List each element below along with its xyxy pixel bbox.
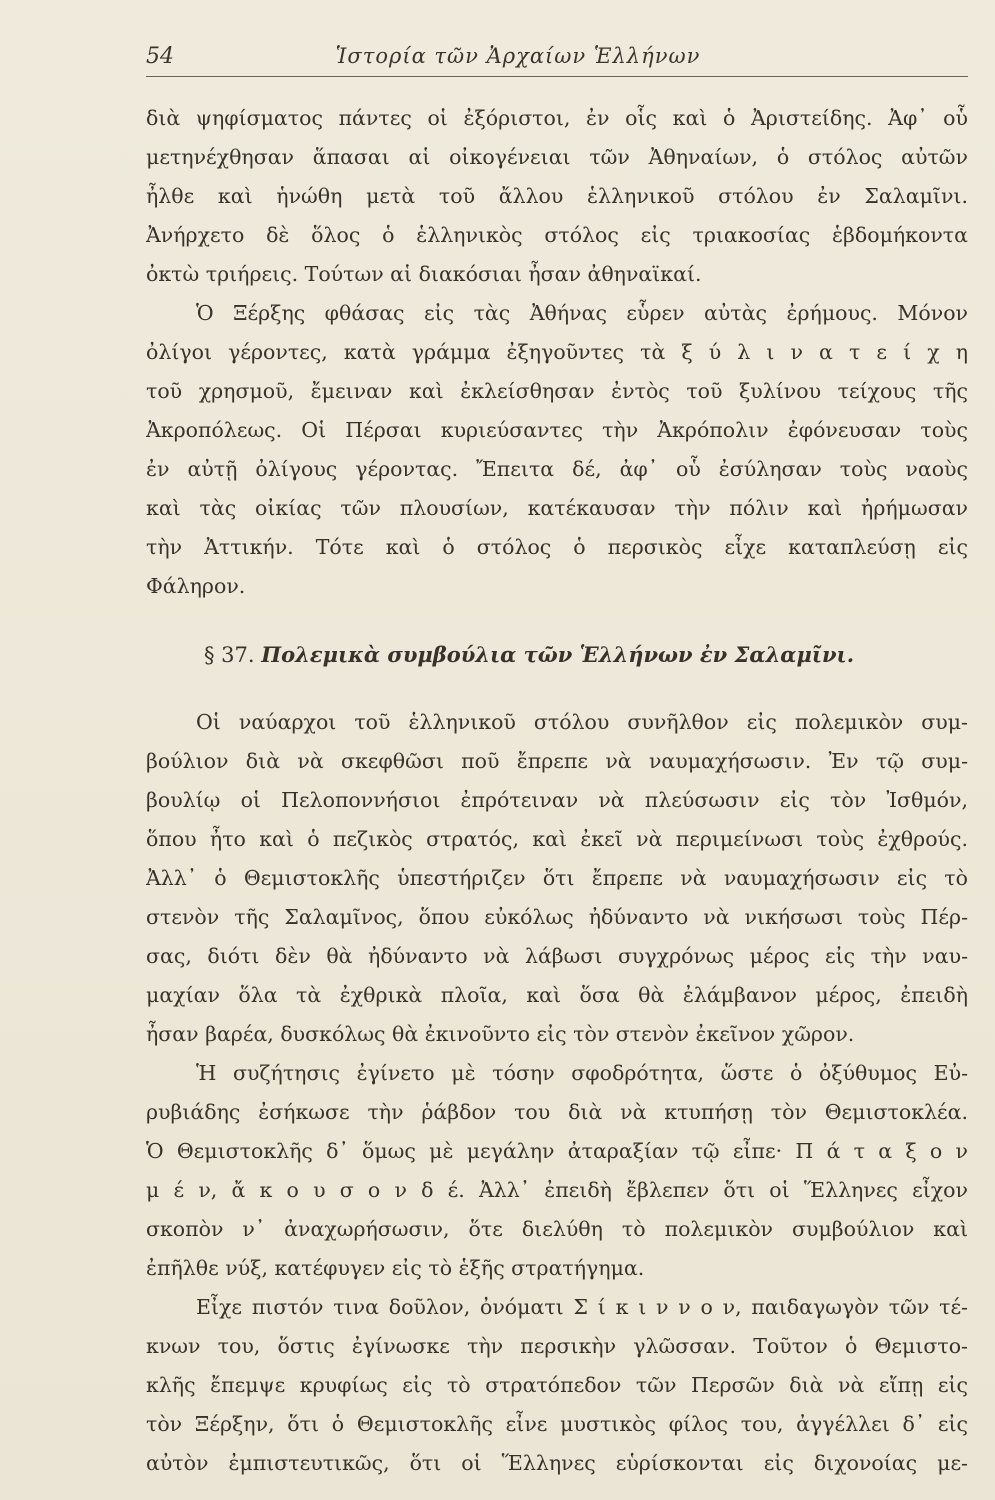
text-line: Ἀλλ᾿ ὁ Θεμιστοκλῆς ὑπεστήριζεν ὅτι ἔπρεπε νὰ ναυμαχήσωσιν εἰς τὸ <box>146 866 968 890</box>
text-line: ρυβιάδης ἐσήκωσε τὴν ῥάβδον του διὰ νὰ κτυπήσῃ τὸν Θεμιστοκλέα. <box>146 1100 968 1124</box>
text-line: διὰ ψηφίσματος πάντες οἱ ἐξόριστοι, ἐν οἷς καὶ ὁ Ἀριστείδης. Ἀφ᾿ οὗ <box>146 106 968 130</box>
section-number: § 37. <box>204 643 255 667</box>
text-line: Φάληρον. <box>146 574 246 598</box>
header-rule <box>146 76 968 77</box>
text-line: Ἡ συζήτησις ἐγίνετο μὲ τόσην σφοδρότητα, ὥστε ὁ ὀξύθυμος Εὐ- <box>196 1061 968 1085</box>
section-title: Πολεμικὰ συμβούλια τῶν Ἑλλήνων ἐν Σαλαμῖνι. <box>261 642 855 667</box>
text-line: μαχίαν ὅλα τὰ ἐχθρικὰ πλοῖα, καὶ ὅσα θὰ ἐλάμβανον μέρος, ἐπειδὴ <box>146 983 968 1007</box>
paragraph-1 <box>146 99 968 294</box>
text-line: τὴν Ἀττικήν. Τότε καὶ ὁ στόλος ὁ περσικὸς εἶχε καταπλεύσῃ εἰς <box>146 535 968 559</box>
text-line: μετηνέχθησαν ἅπασαι αἱ οἰκογένειαι τῶν Ἀθηναίων, ὁ στόλος αὐτῶν <box>146 145 968 169</box>
text-line: σκοπὸν ν᾿ ἀναχωρήσωσιν, ὅτε διελύθη τὸ πολεμικὸν συμβούλιον καὶ <box>146 1217 968 1241</box>
paragraph-4 <box>146 1054 968 1288</box>
text-line: βούλιον διὰ νὰ σκεφθῶσι ποῦ ἔπρεπε νὰ ναυμαχήσωσιν. Ἐν τῷ συμ- <box>146 749 968 773</box>
section-spacer <box>146 606 968 635</box>
text-line: Οἱ ναύαρχοι τοῦ ἑλληνικοῦ στόλου συνῆλθον εἰς πολεμικὸν συμ- <box>196 710 968 734</box>
text-line: κλῆς ἔπεμψε κρυφίως εἰς τὸ στρατόπεδον τῶν Περσῶν διὰ νὰ εἴπῃ εἰς <box>146 1373 968 1397</box>
text-line: στενὸν τῆς Σαλαμῖνος, ὅπου εὐκόλως ἠδύναντο νὰ νικήσωσι τοὺς Πέρ- <box>146 905 968 929</box>
text-line: τοῦ χρησμοῦ, ἔμειναν καὶ ἐκλείσθησαν ἐντὸς τοῦ ξυλίνου τείχους τῆς <box>146 379 968 403</box>
page-header <box>0 44 995 80</box>
text-line: τὸν Ξέρξην, ὅτι ὁ Θεμιστοκλῆς εἶνε μυστικὸς φίλος του, ἀγγέλλει δ᾿ εἰς <box>146 1412 968 1436</box>
section-spacer <box>146 674 968 703</box>
text-line: αὐτὸν ἐμπιστευτικῶς, ὅτι οἱ Ἕλληνες εὑρίσκονται εἰς διχονοίας με- <box>146 1451 968 1475</box>
paragraph-3 <box>146 703 968 1054</box>
text-line: σας, διότι δὲν θὰ ἠδύναντο νὰ λάβωσι συγχρόνως μέρος εἰς τὴν ναυ- <box>146 944 968 968</box>
text-line: καὶ τὰς οἰκίας τῶν πλουσίων, κατέκαυσαν τὴν πόλιν καὶ ἠρήμωσαν <box>146 496 968 520</box>
text-line: μ έ ν, ἄ κ ο υ σ ο ν δ έ. Ἀλλ᾿ ἐπειδὴ ἔβλεπεν ὅτι οἱ Ἕλληνες εἶχον <box>146 1178 968 1202</box>
text-line: Ἀκροπόλεως. Οἱ Πέρσαι κυριεύσαντες τὴν Ἀκρόπολιν ἐφόνευσαν τοὺς <box>146 418 968 442</box>
text-line: ἦλθε καὶ ἡνώθη μετὰ τοῦ ἄλλου ἑλληνικοῦ στόλου ἐν Σαλαμῖνι. <box>146 184 968 208</box>
section-heading <box>146 635 968 674</box>
paragraph-2 <box>146 294 968 606</box>
page-number: 54 <box>146 44 174 69</box>
paragraph-5 <box>146 1288 968 1483</box>
text-line: Ἀνήρχετο δὲ ὅλος ὁ ἑλληνικὸς στόλος εἰς τριακοσίας ἑβδομήκοντα <box>146 223 968 247</box>
text-line: βουλίῳ οἱ Πελοποννήσιοι ἐπρότειναν νὰ πλεύσωσιν εἰς τὸν Ἰσθμόν, <box>146 788 968 812</box>
text-line: Εἶχε πιστόν τινα δοῦλον, ὀνόματι Σ ί κ ι ν ν ο ν, παιδαγωγὸν τῶν τέ- <box>196 1295 968 1319</box>
text-line: Ὁ Ξέρξης φθάσας εἰς τὰς Ἀθήνας εὗρεν αὐτὰς ἐρήμους. Μόνον <box>196 301 968 325</box>
text-line: ὀλίγοι γέροντες, κατὰ γράμμα ἐξηγοῦντες τὰ ξ ύ λ ι ν α τ ε ί χ η <box>146 340 968 364</box>
text-line: Ὁ Θεμιστοκλῆς δ᾿ ὅμως μὲ μεγάλην ἀταραξίαν τῷ εἶπε· Π ά τ α ξ ο ν <box>146 1139 968 1163</box>
text-line: ἐν αὐτῇ ὀλίγους γέροντας. Ἔπειτα δέ, ἀφ᾿ οὗ ἐσύλησαν τοὺς ναοὺς <box>146 457 968 481</box>
text-line: κνων του, ὅστις ἐγίνωσκε τὴν περσικὴν γλῶσσαν. Τοῦτον ὁ Θεμιστο- <box>146 1334 968 1358</box>
text-block-top <box>146 99 968 1483</box>
text-line: ὀκτὼ τριήρεις. Τούτων αἱ διακόσιαι ἦσαν ἀθηναϊκαί. <box>146 262 702 286</box>
running-title: Ἱστορία τῶν Ἀρχαίων Ἑλλήνων <box>335 44 701 68</box>
text-line: ὅπου ἦτο καὶ ὁ πεζικὸς στρατός, καὶ ἐκεῖ νὰ περιμείνωσι τοὺς ἐχθρούς. <box>146 827 968 851</box>
text-line: ἐπῆλθε νύξ, κατέφυγεν εἰς τὸ ἑξῆς στρατήγημα. <box>146 1256 645 1280</box>
text-line: ἦσαν βαρέα, δυσκόλως θὰ ἐκινοῦντο εἰς τὸν στενὸν ἐκεῖνον χῶρον. <box>146 1022 855 1046</box>
